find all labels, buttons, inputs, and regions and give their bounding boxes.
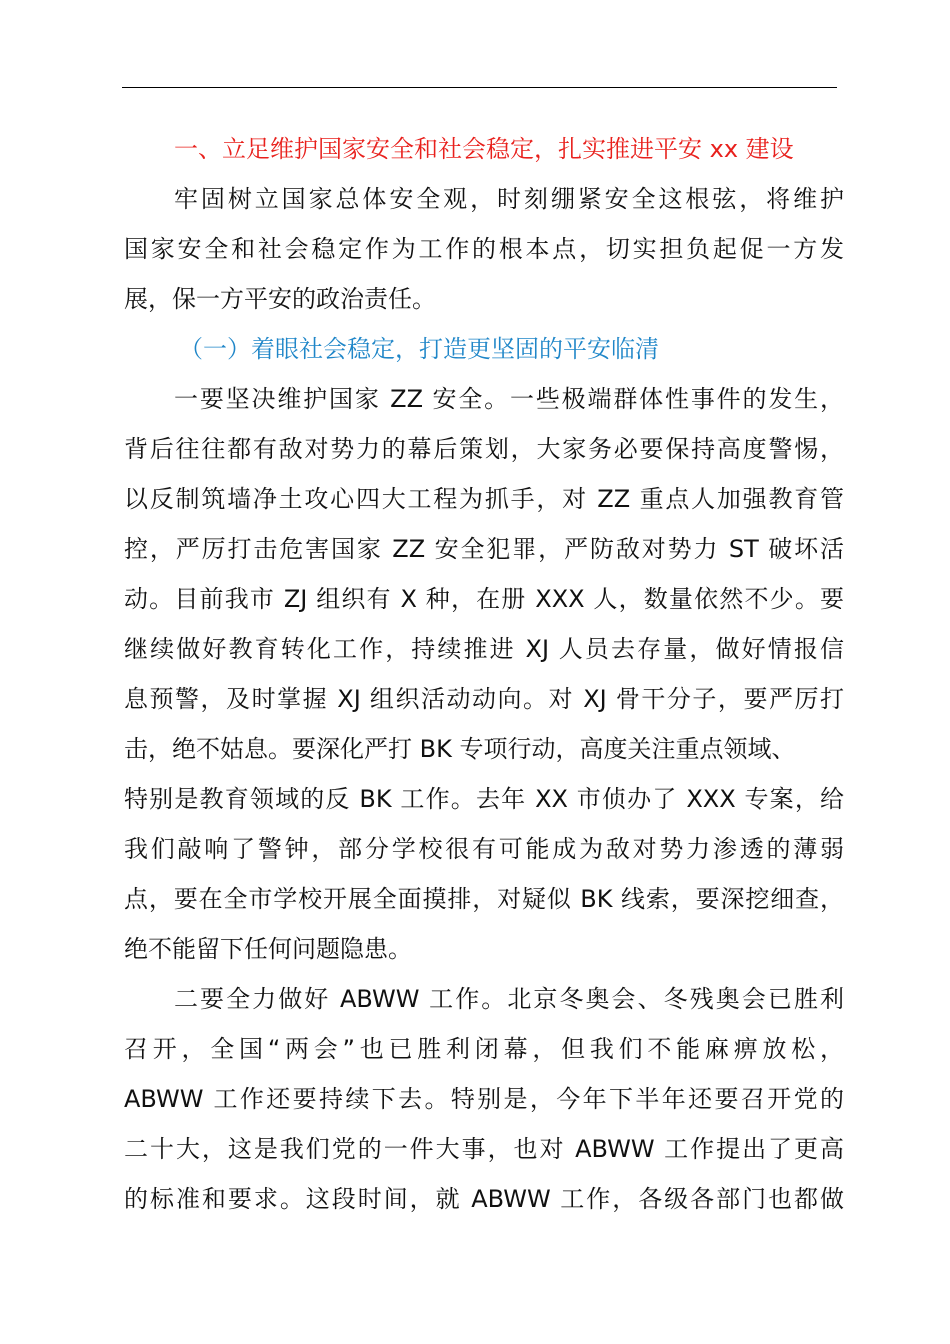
text-line: 我们敲响了警钟，部分学校很有可能成为敌对势力渗透的薄弱: [124, 835, 844, 863]
text-line: 国家安全和社会稳定作为工作的根本点，切实担负起促一方发: [124, 235, 844, 263]
text-line: 绝不能留下任何问题隐患。: [124, 935, 412, 963]
text-line: 以反制筑墙净土攻心四大工程为抓手，对 ZZ 重点人加强教育管: [124, 485, 844, 513]
text-line: 二十大，这是我们党的一件大事，也对 ABWW 工作提出了更高: [124, 1135, 844, 1163]
paragraph-1: [124, 174, 844, 324]
text-line: 动。目前我市 ZJ 组织有 X 种，在册 XXX 人，数量依然不少。要: [124, 585, 844, 613]
text-line: 特别是教育领域的反 BK 工作。去年 XX 市侦办了 XXX 专案，给: [124, 785, 844, 813]
subsection-heading: （一）着眼社会稳定，打造更坚固的平安临清: [179, 335, 659, 363]
paragraph-3: [124, 974, 844, 1224]
text-line: 二要全力做好 ABWW 工作。北京冬奥会、冬残奥会已胜利: [174, 985, 844, 1013]
section-heading: 一、立足维护国家安全和社会稳定，扎实推进平安 xx 建设: [174, 135, 794, 163]
document-body: [124, 124, 844, 1224]
text-line: 击，绝不姑息。要深化严打 BK 专项行动，高度关注重点领域、: [124, 735, 796, 763]
text-line: 展，保一方平安的政治责任。: [124, 285, 436, 313]
text-line: 一要坚决维护国家 ZZ 安全。一些极端群体性事件的发生，: [174, 385, 844, 413]
text-line: 的标准和要求。这段时间，就 ABWW 工作，各级各部门也都做: [124, 1185, 844, 1213]
text-line: 继续做好教育转化工作，持续推进 XJ 人员去存量，做好情报信: [124, 635, 844, 663]
text-line: ABWW 工作还要持续下去。特别是，今年下半年还要召开党的: [124, 1085, 844, 1113]
text-line: 息预警，及时掌握 XJ 组织活动动向。对 XJ 骨干分子，要严厉打: [124, 685, 844, 713]
paragraph-2: [124, 374, 844, 974]
text-line: 点，要在全市学校开展全面摸排，对疑似 BK 线索，要深挖细查，: [124, 885, 844, 913]
text-line: 召开，全国“两会”也已胜利闭幕，但我们不能麻痹放松，: [124, 1035, 844, 1063]
text-line: 背后往往都有敌对势力的幕后策划，大家务必要保持高度警惕，: [124, 435, 844, 463]
header-rule: [122, 87, 837, 88]
text-line: 牢固树立国家总体安全观，时刻绷紧安全这根弦，将维护: [174, 185, 844, 213]
text-line: 控，严厉打击危害国家 ZZ 安全犯罪，严防敌对势力 ST 破坏活: [124, 535, 844, 563]
